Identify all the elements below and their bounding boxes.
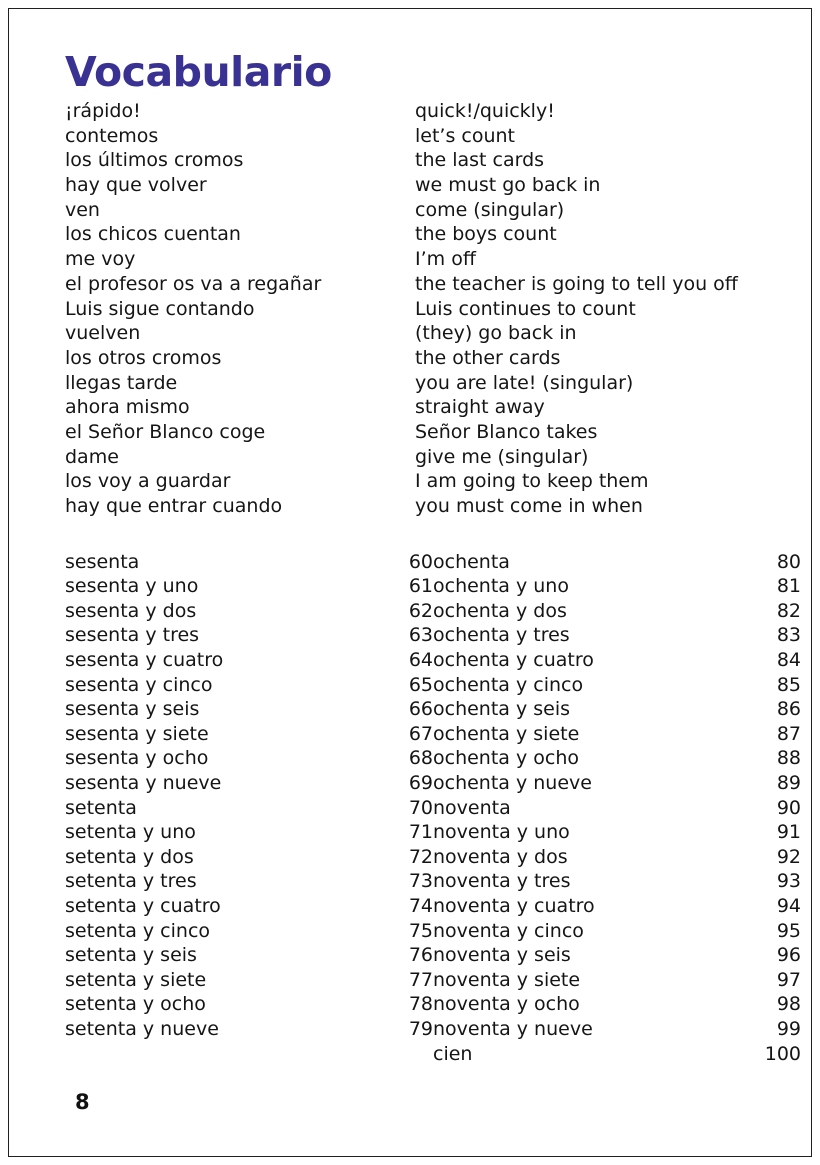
- number-row: [65, 574, 433, 599]
- vocabulary-spanish-term: ven: [65, 198, 100, 221]
- number-word: setenta y nueve: [65, 1017, 219, 1040]
- number-value: 97: [776, 968, 801, 991]
- vocabulary-spanish-term: los voy a guardar: [65, 470, 231, 493]
- vocabulary-row: [65, 148, 770, 173]
- number-word: sesenta y cuatro: [65, 649, 224, 672]
- vocabulary-row: [65, 124, 770, 149]
- number-value: 98: [776, 993, 801, 1016]
- number-value: 86: [776, 698, 801, 721]
- number-word: cien: [433, 1042, 473, 1065]
- vocabulary-english-translation: I am going to keep them: [415, 470, 649, 493]
- number-value: 100: [764, 1042, 801, 1065]
- number-word: sesenta y dos: [65, 599, 197, 622]
- vocabulary-english-translation: quick!/quickly!: [415, 100, 555, 122]
- vocabulary-english-translation: the last cards: [415, 149, 545, 172]
- number-value: 68: [408, 747, 433, 770]
- vocabulary-spanish-term: los chicos cuentan: [65, 223, 241, 246]
- number-value: 80: [776, 550, 801, 573]
- number-value: 96: [776, 944, 801, 967]
- vocabulary-spanish-term: ¡rápido!: [65, 100, 141, 122]
- numbers-column-right: [433, 550, 801, 1066]
- number-word: ochenta: [433, 550, 510, 573]
- numbers-section: [65, 550, 801, 1066]
- number-row: [65, 673, 433, 698]
- number-word: ochenta y nueve: [433, 772, 592, 795]
- page-title: Vocabulario: [65, 48, 332, 96]
- number-value: 71: [408, 821, 433, 844]
- number-row: [65, 722, 433, 747]
- number-value: 81: [776, 575, 801, 598]
- number-row: [433, 869, 801, 894]
- vocabulary-english-translation: I’m off: [415, 248, 476, 271]
- number-word: noventa y siete: [433, 968, 581, 991]
- number-row: [65, 968, 433, 993]
- vocabulary-row: [65, 247, 770, 272]
- number-value: 87: [776, 722, 801, 745]
- number-row: [65, 992, 433, 1017]
- number-word: noventa y uno: [433, 821, 570, 844]
- vocabulary-spanish-term: hay que entrar cuando: [65, 495, 283, 517]
- number-row: [433, 820, 801, 845]
- page-number: 8: [75, 1090, 90, 1114]
- vocabulary-english-translation: straight away: [415, 396, 545, 419]
- number-value: 92: [776, 845, 801, 868]
- number-word: setenta y seis: [65, 944, 197, 967]
- number-word: ochenta y ocho: [433, 747, 579, 770]
- number-word: sesenta y tres: [65, 624, 200, 647]
- number-value: 99: [776, 1017, 801, 1040]
- number-value: 89: [776, 772, 801, 795]
- vocabulary-spanish-term: el profesor os va a regañar: [65, 272, 322, 295]
- number-row: [433, 697, 801, 722]
- vocabulary-row: [65, 321, 770, 346]
- number-row: [65, 869, 433, 894]
- number-value: 94: [776, 895, 801, 917]
- number-word: noventa y nueve: [433, 1017, 593, 1040]
- vocabulary-row: [65, 272, 770, 297]
- number-word: setenta y siete: [65, 968, 207, 991]
- number-word: sesenta: [65, 550, 140, 573]
- vocabulary-spanish-term: los últimos cromos: [65, 149, 244, 172]
- page-content: [65, 48, 801, 1066]
- number-word: noventa y cuatro: [433, 895, 595, 917]
- vocabulary-spanish-term: contemos: [65, 124, 159, 147]
- number-value: 93: [776, 870, 801, 893]
- vocabulary-english-translation: Luis continues to count: [415, 297, 636, 320]
- vocabulary-spanish-term: Luis sigue contando: [65, 297, 255, 320]
- vocabulary-english-translation: the teacher is going to tell you off: [415, 272, 738, 295]
- number-row: [65, 550, 433, 575]
- vocabulary-row: [65, 445, 770, 470]
- number-row: [65, 599, 433, 624]
- number-value: 91: [776, 821, 801, 844]
- number-value: 77: [408, 968, 433, 991]
- number-row: [433, 623, 801, 648]
- vocabulary-english-translation: you must come in when: [415, 495, 643, 517]
- number-value: 75: [408, 919, 433, 942]
- number-word: noventa y seis: [433, 944, 571, 967]
- number-value: 70: [408, 796, 433, 819]
- number-word: setenta y dos: [65, 845, 194, 868]
- number-word: setenta y ocho: [65, 993, 206, 1016]
- vocabulary-row: [65, 173, 770, 198]
- number-value: 78: [408, 993, 433, 1016]
- number-word: ochenta y siete: [433, 722, 580, 745]
- number-value: 84: [776, 649, 801, 672]
- number-row: [433, 919, 801, 944]
- number-word: setenta: [65, 796, 137, 819]
- number-word: ochenta y cuatro: [433, 649, 594, 672]
- number-row: [65, 746, 433, 771]
- number-word: setenta y cuatro: [65, 895, 221, 917]
- number-row: [65, 943, 433, 968]
- vocabulary-english-translation: you are late! (singular): [415, 371, 634, 394]
- number-value: 60: [408, 550, 433, 573]
- number-row: [433, 599, 801, 624]
- vocabulary-spanish-term: los otros cromos: [65, 346, 222, 369]
- number-value: 67: [408, 722, 433, 745]
- number-value: 61: [408, 575, 433, 598]
- number-word: sesenta y seis: [65, 698, 200, 721]
- number-row: [433, 968, 801, 993]
- number-row: [433, 722, 801, 747]
- vocabulary-english-translation: Señor Blanco takes: [415, 420, 598, 443]
- number-value: 85: [776, 673, 801, 696]
- number-value: 95: [776, 919, 801, 942]
- number-word: ochenta y uno: [433, 575, 569, 598]
- number-word: setenta y uno: [65, 821, 196, 844]
- number-value: 64: [408, 649, 433, 672]
- numbers-column-left: [65, 550, 433, 1066]
- number-row: [65, 697, 433, 722]
- vocabulary-row: [65, 99, 770, 124]
- number-row: [65, 894, 433, 919]
- vocabulary-spanish-term: ahora mismo: [65, 396, 190, 419]
- number-value: 65: [408, 673, 433, 696]
- number-word: noventa y ocho: [433, 993, 580, 1016]
- vocabulary-spanish-term: me voy: [65, 248, 136, 271]
- vocabulary-english-translation: we must go back in: [415, 174, 601, 197]
- number-word: setenta y cinco: [65, 919, 211, 942]
- number-word: setenta y tres: [65, 870, 197, 893]
- number-row: [65, 796, 433, 821]
- number-row: [433, 894, 801, 919]
- vocabulary-english-translation: give me (singular): [415, 445, 589, 468]
- vocabulary-spanish-term: hay que volver: [65, 174, 207, 197]
- vocabulary-row: [65, 297, 770, 322]
- vocabulary-spanish-term: vuelven: [65, 322, 141, 345]
- vocabulary-spanish-term: dame: [65, 445, 119, 468]
- number-row: [65, 648, 433, 673]
- number-row-spacer: [65, 1042, 433, 1067]
- vocabulary-row: [65, 494, 770, 519]
- vocabulary-spanish-term: el Señor Blanco coge: [65, 420, 266, 443]
- number-row: [65, 919, 433, 944]
- number-row: [433, 746, 801, 771]
- number-value: 62: [408, 599, 433, 622]
- number-row: [433, 771, 801, 796]
- number-word: sesenta y uno: [65, 575, 199, 598]
- number-word: noventa y dos: [433, 845, 568, 868]
- vocabulary-row: [65, 371, 770, 396]
- number-row: [433, 796, 801, 821]
- number-value: 79: [408, 1017, 433, 1040]
- number-row: [433, 845, 801, 870]
- number-value: 74: [408, 895, 433, 917]
- vocabulary-spanish-term: llegas tarde: [65, 371, 178, 394]
- vocabulary-list: [65, 99, 770, 519]
- vocabulary-row: [65, 469, 770, 494]
- number-word: ochenta y dos: [433, 599, 567, 622]
- number-word: noventa y tres: [433, 870, 571, 893]
- number-word: noventa: [433, 796, 511, 819]
- number-value: 88: [776, 747, 801, 770]
- number-row: [433, 550, 801, 575]
- number-row: [433, 1042, 801, 1067]
- vocabulary-english-translation: (they) go back in: [415, 322, 577, 345]
- number-word: sesenta y siete: [65, 722, 209, 745]
- number-word: ochenta y seis: [433, 698, 571, 721]
- number-word: ochenta y tres: [433, 624, 570, 647]
- number-row: [433, 943, 801, 968]
- vocabulary-row: [65, 346, 770, 371]
- number-row: [65, 1017, 433, 1042]
- number-row: [65, 623, 433, 648]
- number-row: [433, 648, 801, 673]
- vocabulary-row: [65, 420, 770, 445]
- number-word: ochenta y cinco: [433, 673, 584, 696]
- number-value: 82: [776, 599, 801, 622]
- number-row: [433, 673, 801, 698]
- number-word: sesenta y ocho: [65, 747, 209, 770]
- number-row: [433, 992, 801, 1017]
- vocabulary-row: [65, 222, 770, 247]
- number-word: sesenta y cinco: [65, 673, 213, 696]
- vocabulary-english-translation: the other cards: [415, 346, 561, 369]
- vocabulary-english-translation: let’s count: [415, 124, 516, 147]
- number-value: 76: [408, 944, 433, 967]
- number-row: [65, 771, 433, 796]
- number-row: [433, 1017, 801, 1042]
- number-value: 83: [776, 624, 801, 647]
- number-row: [433, 574, 801, 599]
- number-value: 66: [408, 698, 433, 721]
- number-value: 90: [776, 796, 801, 819]
- number-word: noventa y cinco: [433, 919, 584, 942]
- number-value: 63: [408, 624, 433, 647]
- number-value: 69: [408, 772, 433, 795]
- vocabulary-english-translation: come (singular): [415, 198, 565, 221]
- number-word: sesenta y nueve: [65, 772, 222, 795]
- vocabulary-english-translation: the boys count: [415, 223, 557, 246]
- number-value: 72: [408, 845, 433, 868]
- vocabulary-row: [65, 395, 770, 420]
- vocabulary-row: [65, 198, 770, 223]
- number-value: 73: [408, 870, 433, 893]
- number-row: [65, 845, 433, 870]
- number-row: [65, 820, 433, 845]
